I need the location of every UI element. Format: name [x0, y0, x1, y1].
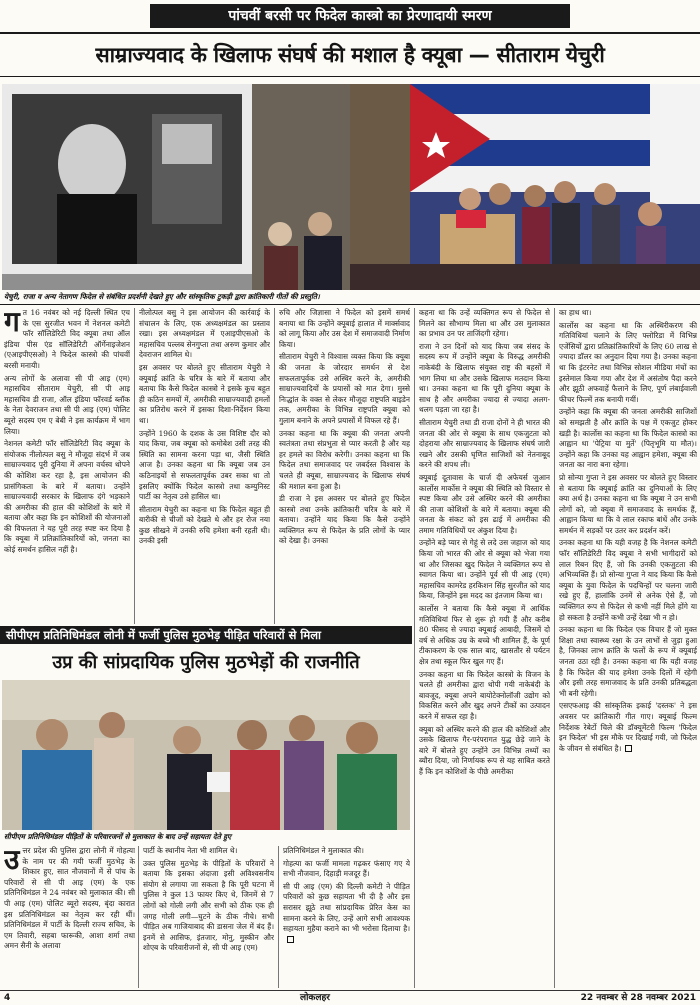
column-divider: [278, 846, 279, 988]
article-column-5: [559, 308, 697, 988]
paragraph-text: सी पी आइ (एम) की दिल्ली कमेटी ने पीड़ित परिवारों को कुछ सहायता भी दी है और इस सरासर झूठे तथा सांप्रदायिक प्रेरित केस का सामना करने के लिए, उन्हें आगे सभी आवश्यक सहायता मुहैया कराने का भी भरोसा दिलाया है।: [283, 881, 410, 934]
sub-headline: उप्र की सांप्रदायिक पुलिस मुठभेड़ों की राजनीति: [52, 652, 360, 673]
end-mark-icon: [287, 936, 294, 943]
paragraph: गोहत्या का फर्जी मामला गढ़कर फंसाए गए ये सभी नौजवान, दिहाड़ी मजदूर हैं।: [283, 858, 410, 879]
lower-column-2: [143, 846, 274, 988]
column-divider: [134, 308, 135, 624]
rule-top: [0, 32, 700, 34]
paragraph: उन्होंने बड़े प्यार से गेहूं से लदे उस जहाज को याद किया जो भारत की ओर से क्यूबा को भेजा गया था और जिसका खुद फिदेल ने व्यक्तिगत रूप से स्वागत किया था। उन्होंने पूर्व सी पी आइ (एम) महासचिव कामरेड हरकिशन सिंह सुरजीत को याद किया, जिन्होंने इस मदद का इंतजाम किया था।: [419, 538, 550, 601]
lower-column-3: [283, 846, 410, 988]
photo-caption: येचुरी, राजा व अन्य नेतागण फिदेल से संबंधित प्रदर्शनी देखते हुए और सांस्कृतिक टुकड़ी द्वारा क्रांतिकारी गीतों की प्रस्तुति।: [4, 292, 320, 301]
paragraph: उनका कहना था कि क्यूबा की जनता अपनी स्वतंत्रता तथा संप्रभुता से प्यार करती है और यह हर हमले का विरोध करेगी। उनका कहना था कि फिदेल तथा समाजवाद पर जबर्दस्त विश्वास के चलते ही क्यूबा, साम्राज्यवाद के खिलाफ संघर्ष की मशाल बना हुआ है।: [279, 428, 410, 491]
photo3-caption: सीपीएम प्रतिनिधिमंडल पीड़ितों के परिवारजनों से मुलाकात के बाद उन्हें सहायता देते हुए: [4, 832, 232, 841]
kicker-banner: पांचवीं बरसी पर फिदेल कास्त्रो का प्रेरणादायी स्मरण: [150, 4, 570, 28]
paragraph: सीताराम येचुरी का कहना था कि फिदेल बहुत ही बारीकी से चीजों को देखते थे और हर रोज नया कुछ सीखने में उनकी रुचि हमेशा बनी रहती थी। उनकी इसी: [139, 504, 270, 546]
paragraph: रुचि और जिज्ञासा ने फिदेल को इसमें समर्थ बनाया था कि उन्होंने क्यूबाई हालात में मार्क्सवाद को लागू किया और उस देश में समाजवादी निर्माण किया।: [279, 308, 410, 349]
column-divider: [414, 308, 415, 988]
paragraph: अन्य लोगों के अलावा सी पी आइ (एम) महासचिव सीताराम येचुरी, सी पी आइ महासचिव डी राजा, ऑल इंडिया फॉरवर्ड ब्लॉक के नेता देवराजन तथा सी पी आइ (एम) पोलिट ब्यूरो सदस्य एम ए बेबी ने इस कार्यक्रम में भाग लिया।: [4, 373, 130, 436]
paragraph: उन्होंने 1960 के दशक के उस विशिष्ट दौर को याद किया, जब क्यूबा को कमोबेश उसी तरह की स्थिति का सामना करना पड़ा था, जैसी स्थिति आज है। उनका कहना था कि क्यूबा जब उन कठिनाइयों से सफलतापूर्वक उबर सका था तो इसलिए क्योंकि फिदेल कास्त्रो तथा कम्युनिस्ट पार्टी का नेतृत्व उसे हासिल था।: [139, 428, 270, 502]
paper-name: लोकलहर: [300, 993, 330, 1003]
paragraph: क्यूबा को अस्थिर करने की हाल की कोशिशों और उसके खिलाफ गैर-परंपरागत युद्ध छेड़े जाने के बारे में बोलते हुए उन्होंने उन विभिन्न तथ्यों का ब्यौरा दिया, जो निर्णायक रूप से यह साबित करते हैं कि इन कोशिशों के पीछे अमरीका: [419, 724, 550, 776]
paragraph: त 16 नवंबर को नई दिल्ली स्थित एच के एस सुरजीत भवन में नेशनल कमेटी फॉर सॉलिडेरिटी विद क्यूबा तथा ऑल इंडिया पीस एंड सॉलिडेरिटी ऑर्गेनाइजेशन (एआइपीएसओ) ने फिदेल कास्त्रो की पांचवीं बरसी मनायी।: [4, 308, 130, 370]
paragraph: नेशनल कमेटी फॉर सॉलिडेरिटी विद क्यूबा के संयोजक नीलोत्पल बसु ने मौजूदा संदर्भ में जब साम्राज्यवाद पूरी दुनिया में अपना वर्चस्व थोपने की कोशिश कर रहा है, इस आयोजन की प्रासंगिकता के बारे में बताया। उन्होंने साम्राज्यवादी सरकार के खिलाफ दंगे भड़काने की अमरीका की हाल की कोशिशों के बारे में बताया और कहा कि इन कोशिशों की योजनाओं की विफलता ने यह पूरी तरह स्पष्ट कर दिया है कि क्यूबा में प्रतिक्रांतिकारियों को, जनता का कोई समर्थन हासिल नहीं है।: [4, 439, 130, 555]
section-band: सीपीएम प्रतिनिधिमंडल लोनी में फर्जी पुलिस मुठभेड़ पीड़ित परिवारों से मिला: [0, 626, 412, 644]
page-footer: [0, 990, 700, 1005]
issue-date: 22 नवम्बर से 28 नवम्बर 2021: [580, 993, 696, 1003]
paragraph: कार्लोस ने बताया कि कैसे क्यूबा में आर्थिक गतिविधियां फिर से शुरू हो गयी हैं और करीब 80 फीसद से ज्यादा क्यूबाई आबादी, जिसमें दो वर्ष से अधिक उम्र के बच्चे भी शामिल हैं, के पूर्ण टीकाकरण के एक साल बाद, खासतौर से पर्यटन क्षेत्र तथा स्कूल फिर खुल गए हैं।: [419, 604, 550, 666]
lower-column-1: [4, 846, 135, 988]
dropcap: उ: [4, 846, 20, 876]
paragraph: उक्त पुलिस मुठभेड़ के पीड़ितों के परिवारों ने बताया कि इसका अंदाजा इसी अविश्वसनीय संयोग से लगाया जा सकता है कि पूरी घटना में पुलिस ने कुल 13 फायर किए थे, जिनमें से 7 लोगों को गोली लगी और सभी को ठीक एक ही जगह गोली लगी—घुटने के ठीक नीचे। सभी पीड़ित अब गाजियाबाद की डासना जेल में बंद हैं। इनमें से आसिफ, इंतजार, मोनु, मुस्कीन और शोएब के परिवारीजनों से, सी पी आइ (एम): [143, 858, 274, 953]
paragraph: राजा ने उन दिनों को याद किया जब संसद के सदस्य रूप में उन्होंने क्यूबा के विरुद्ध अमरीकी नाकेबंदी के खिलाफ संयुक्त राष्ट्र की बहसों में भाग लिया था और उसके खिलाफ मतदान किया था। उनका कहना था कि पूरी दुनिया क्यूबा के साथ है और अमरीका ज्यादा से ज्यादा अलग-थलग पड़ता जा रहा है।: [419, 341, 550, 415]
article-column-1: [4, 308, 130, 624]
column-divider: [138, 846, 139, 988]
paragraph-text: एसएफआइ की सांस्कृतिक इकाई 'दस्तक' ने इस अवसर पर क्रांतिकारी गीत गाए। क्यूबाई फिल्म निर्देशक रेबेर्टो चिले की डॉक्यूमेंटरी फिल्म 'फिदेल इन फिदेल' भी इस मौके पर दिखाई गयी, जो फिदेल के जीवन से संबंधित है।: [559, 701, 697, 753]
page-number: 4: [4, 993, 11, 1003]
paragraph: उन्होंने कहा कि क्यूबा की जनता अमरीकी साजिशों को समझती है और क्रांति के पक्ष में एकजुट होकर खड़ी है। कार्लोस का कहना था कि फिदेल कास्त्रो का आह्वान था 'पेट्रिया या मुर्ते' (पितृभूमि या मौत)। उन्होंने कहा कि उनका यह आह्वान हमेशा, क्यूबा की जनता का नारा बना रहेगा।: [559, 407, 697, 470]
end-mark-icon: [625, 745, 632, 752]
article-column-2: [139, 308, 270, 624]
column-divider: [554, 308, 555, 988]
paragraph: सीताराम येचुरी तथा डी राजा दोनों ने ही भारत की जनता की ओर से क्यूबा के साथ एकजुटता को दोहराया और साम्राज्यवाद के खिलाफ संघर्ष जारी रखने और उसकी घृणित साजिशों को नेतनाबूद करने की शपथ ली।: [419, 417, 550, 470]
paragraph: [283, 882, 410, 946]
paragraph: त्तर प्रदेश की पुलिस द्वारा लोनी में गोहत्या के नाम पर की गयी फर्जी मुठभेड़ के शिकार हुए, सात नौजवानों में से पांच के परिवारों से सी पी आइ (एम) के एक प्रतिनिधिमंडल ने 24 नवंबर को मुलाकात की। सी पी आइ (एम) पोलिट ब्यूरो सदस्य, बृंदा कारात इस प्रतिनिधिमंडल का नेतृत्व कर रही थीं। प्रतिनिधिमंडल में पार्टी के दिल्ली राज्य सचिव, के एम तिवारी, सहबा फारूकी, आशा शर्मा तथा अमन सैनी के अलावा: [4, 846, 135, 951]
paragraph: प्रो सोन्या गुप्ता ने इस अवसर पर बोलते हुए विस्तार से बताया कि क्यूबाई क्रांति का दुनियाओं के लिए क्या अर्थ है। उनका कहना था कि क्यूबा ने उन सभी लोगों को, जो क्यूबा में समाजवाद के समर्थक हैं, आह्वान किया था कि वे लाल रकाफ बांधें और उनके समर्थन में सड़कों पर उतर कर प्रदर्शन करें।: [559, 472, 697, 535]
paragraph: क्यूबाई दूतावास के चार्ज दी अफेयर्स जुआन कार्लोस मार्कोस ने क्यूबा की स्थिति को विस्तार से स्पष्ट किया और उसे अस्थिर करने की अमरीका की ताजा कोशिशों के बारे में बताया। क्यूबा की जनता के संकट को इस ढाई में अमरीका की तमाम गतिविधियों पर अंकुश दिया है।: [419, 472, 550, 535]
article-column-4: [419, 308, 550, 988]
main-headline: साम्राज्यवाद के खिलाफ संघर्ष की मशाल है क्यूबा — सीताराम येचुरी: [95, 43, 605, 67]
rule-under-caption: [0, 304, 700, 305]
paragraph: [559, 701, 697, 754]
paragraph: उनका कहना था कि फिदेल एक विचार हैं जो मुक्त शिक्षा तथा स्वास्थ्य रक्षा के उन लाभों से जुड़ा हुआ है, जिनका लाभ क्रांति के फलों के रूप में क्यूबाई जनता उठा रही है। उनका कहना था कि यही वजह है कि फिदेल की याद हमेशा उनके दिलों में रहेगी और इसी तरह समाजवाद के प्रति उनकी प्रतिबद्धता भी बनी रहेगी।: [559, 625, 697, 698]
dropcap: ग: [4, 308, 20, 338]
paragraph: उनका कहना था कि यही वजह है कि नेशनल कमेटी फॉर सॉलिडेरिटी विद क्यूबा ने सभी भागीदारों को लाल रिबन दिए हैं, जो कि उनकी एकजुटता की अभिव्यक्ति हैं। प्रो सोन्या गुप्ता ने याद किया कि कैसे क्यूबा के युवा फिदेल के पदचिन्हों पर चलना जारी रखे हुए हैं, हालांकि उनमें से अनेक ऐसे हैं, जो व्यक्तिगत रूप से फिदेल से कभी नहीं मिले होंगे या हो सकता है उन्होंने कभी उन्हें देखा भी न हो।: [559, 538, 697, 622]
paragraph: का हाथ था।: [559, 308, 592, 317]
paragraph: कार्लोस का कहना था कि अस्थिरीकरण की गतिविधियां चलाने के लिए फ्लोरिडा में विभिन्न एजेंसियों द्वारा प्रतिक्रांतिकारियों के लिए 60 लाख से ज्यादा डॉलर का अनुदान दिया गया है। उनका कहना था कि इंटरनेट तथा विभिन्न सोशल मीडिया मंचों का इस्तेमाल किया गया और देश में असंतोष पैदा करने और झूठी अफवाहें फैलाने के लिए, पूर्ण लंबाईवाली फीचर फिल्में तक बनायी गयीं।: [559, 320, 697, 404]
rule-under-headline: [0, 76, 700, 77]
paragraph: सीताराम येचुरी ने विश्वास व्यक्त किया कि क्यूबा की जनता के जोरदार समर्थन से देश सफलतापूर्वक उसे अस्थिर करने के, अमरीकी साम्राज्यवादियों के प्रयासों को मात देगा। मुस्से निःद्धांत के वक्त से लेकर मौजूदा राष्ट्रपति बाइडेन तक, अमरीका के विभिन्न राष्ट्रपति क्यूबा को गुलाम बनाने के अपने प्रयासों में विफल रहे हैं।: [279, 352, 410, 425]
article-column-3: [279, 308, 410, 624]
column-divider: [274, 308, 275, 624]
paragraph: इस अवसर पर बोलते हुए सीताराम येचुरी ने क्यूबाई क्रांति के चरित्र के बारे में बताया और बताया कि कैसे फिदेल कास्त्रो ने इसके कूच बहुत ही कठिन समयों में, अमरीकी साम्राज्यवादी हमलों का प्रतिरोध करने में इसका दिशा-निर्देशन किया था।: [139, 362, 270, 425]
paragraph: नीलोत्पल बसु ने इस आयोजन की कार्रवाई के संचालन के लिए, एक अध्यक्षमंडल का प्रस्ताव रखा। इस अध्यक्षमंडल में एआइपीएसओ के महासचिव पल्लब सेनगुप्ता तथा अरुण कुमार और देवराजन शामिल थे।: [139, 308, 270, 360]
paragraph: प्रतिनिधिमंडल ने मुलाकात की।: [283, 846, 364, 855]
paragraph: उनका कहना था कि फिदेल कास्त्रो के विजन के चलते ही अमरीका द्वारा थोपी गयी नाकेबंदी के बावजूद, क्यूबा अपने बायोटेक्नोलॉजी उद्योग को विकसित करने और खुद अपने टीकों का उत्पादन करने में सफल रहा है।: [419, 669, 550, 721]
delegation-photo: [2, 680, 410, 830]
paragraph: पार्टी के स्थानीय नेता भी शामिल थे।: [143, 846, 238, 855]
paragraph: कहना था कि उन्हें व्यक्तिगत रूप से फिदेल से मिलने का सौभाग्य मिला था और उस मुलाकात का प्रभाव उन पर ताजिंदगी रहेगा।: [419, 308, 550, 339]
paragraph: डी राजा ने इस अवसर पर बोलते हुए फिदेल कास्त्रो तथा उनके क्रांतिकारी चरित्र के बारे में बताया। उन्होंने याद किया कि कैसे उन्होंने व्यक्तिगत रूप से फिदेल के प्रति लोगों के प्यार को देखा है। उनका: [279, 494, 410, 546]
cultural-troupe-photo: [350, 84, 700, 290]
exhibition-photo: [2, 84, 350, 290]
